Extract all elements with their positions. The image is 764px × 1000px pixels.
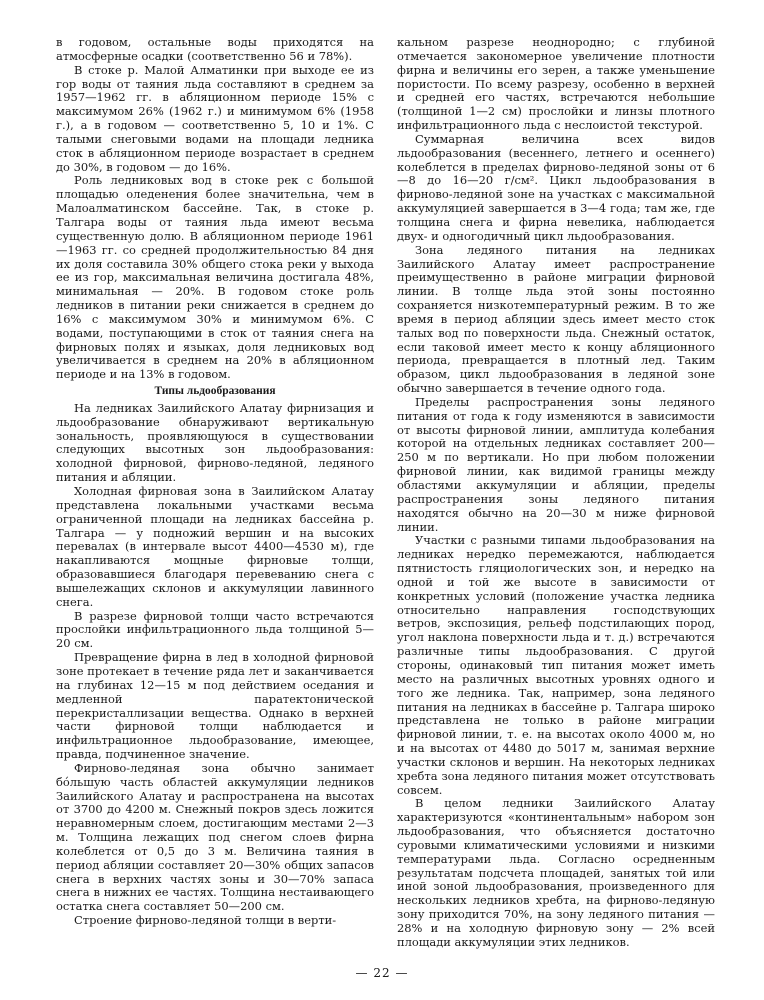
paragraph: Зона ледяного питания на ледниках Заилийского Алатау имеет распространение преимущественно в районе миграции фирновой линии. В толще льда этой зоны постоянно сохраняется низкотемпературный режим. В то же время в период абляции здесь имеет место сток талых вод по поверхности льда. Снежный остаток, если таковой имеет место к концу абляционного периода, превращается в плотный лед. Таким образом, цикл льдообразования в ледяной зоне обычно завершается в течение одного года. xyxy=(397,242,715,396)
section-heading: Типы льдообразования xyxy=(154,385,276,398)
paragraph: Строение фирново-ледяной толщи в верти- xyxy=(74,913,337,928)
paragraph: На ледниках Заилийского Алатау фирнизация и льдообразование обнаруживают вертикальную зональность, проявляющуюся в существовании следующих высотных зон льдообразования: холодной фирновой, фирново-ледяной, ледяного питания и абляции. xyxy=(56,400,374,485)
paragraph: Фирново-ледяная зона обычно занимает бóльшую часть областей аккумуляции ледников Заилийского Алатау и распространена на высотах от 3700 до 4200 м. Снежный покров здесь ложится неравномерным слоем, достигающим местами 2—3 м. Толщина лежащих под снегом слоев фирна колеблется от 0,5 до 3 м. Величина таяния в период абляции составляет 20—30% общих запасов снега в верхних частях зоны и 30—70% запаса снега в нижних ее частях. Толщина нестаивающего остатка снега составляет 50—200 см. xyxy=(56,760,374,914)
paragraph: Холодная фирновая зона в Заилийском Алатау представлена локальными участками весьма ограниченной площади на ледниках бассейна р. Талгара — у подножий вершин и на высоких перевалах (в интервале высот 4400—4530 м), где накапливаются мощные фирновые толщи, образовавшиеся благодаря перевеванию снега с вышележащих склонов и аккумуляции лавинного снега. xyxy=(56,484,374,609)
paragraph: Пределы распространения зоны ледяного питания от года к году изменяются в зависимости от высоты фирновой линии, амплитуда колебания которой на отдельных ледниках составляет 200—250 м по вертикали. Но при любом положении фирновой линии, как видимой границы между областями аккумуляции и абляции, пределы распространения зоны ледяного питания находятся обычно на 20—30 м ниже фирновой линии. xyxy=(397,394,715,534)
paragraph: Суммарная величина всех видов льдообразования (весеннего, летнего и осеннего) колеблется в пределах фирново-ледяной зоны от 6—8 до 16—20 г/см². Цикл льдообразования в фирново-ледяной зоне на участках с максимальной аккумуляцией завершается в 3—4 года; там же, где толщина снега и фирна невелика, наблюдается двух- и одногодичный цикл льдообразования. xyxy=(397,131,715,243)
paragraph: В разрезе фирновой толщи часто встречаются прослойки инфильтрационного льда толщиной 5—20 см. xyxy=(56,608,374,651)
paragraph: кальном разрезе неоднородно; с глубиной отмечается закономерное увеличение плотности фирна и величины его зерен, а также уменьшение пористости. По всему разрезу, особенно в верхней и средней его частях, встречаются небольшие (толщиной 1—2 см) прослойки и линзы плотного инфильтрационного льда с неслоистой текстурой. xyxy=(397,35,715,133)
paragraph: Превращение фирна в лед в холодной фирновой зоне протекает в течение ряда лет и заканчивается на глубинах 12—15 м под действием оседания и медленной паратектонической перекристаллизации вещества. Однако в верхней части фирновой толщи наблюдается и инфильтрационное льдообразование, имеющее, правда, подчиненное значение. xyxy=(56,650,374,762)
paragraph: Роль ледниковых вод в стоке рек с большой площадью оледенения более значительна, чем в Малоалматинском бассейне. Так, в стоке р. Талгара воды от таяния льда имеют весьма существенную долю. В абляционном периоде 1961—1963 гг. со средней продолжительностью 84 дня их доля составила 30% общего стока реки у выхода ее из гор, максимальная величина достигала 48%, минимальная — 20%. В годовом стоке роль ледников в питании реки снижается в среднем до 16% с максимумом 30% и минимумом 6%. С водами, поступающими в сток от таяния снега на фирновых полях и языках, доля ледниковых вод увеличивается в среднем на 20% в абляционном периоде и на 13% в годовом. xyxy=(56,173,374,382)
paragraph: В целом ледники Заилийского Алатау характеризуются «континентальным» набором зон льдообразования, что объясняется достаточно суровыми климатическими условиями и низкими температурами льда. Согласно осредненным результатам подсчета площадей, занятых той или иной зоной льдообразования, произведенного для нескольких ледников хребта, на фирново-ледяную зону приходится 70%, на зону ледяного питания — 28% и на холодную фирновую зону — 2% всей площади аккумуляции этих ледников. xyxy=(397,796,715,949)
paragraph: Участки с разными типами льдообразования на ледниках нередко перемежаются, наблюдается пятнистость гляциологических зон, и нередко на одной и той же высоте в зависимости от конкретных условий (положение участка ледника относительно направления господствующих ветров, экспозиция, рельеф подстилающих пород, угол наклона поверхности льда и т. д.) встречаются различные типы льдообразования. С другой стороны, одинаковый тип питания может иметь место на различных высотных уровнях одного и того же ледника. Так, например, зона ледяного питания на ледниках в бассейне р. Талгара широко представлена не только в районе миграции фирновой линии, т. е. на высотах около 4000 м, но и на высотах от 4480 до 5017 м, занимая верхние участки склонов и вершин. На некоторых ледниках хребта зона ледяного питания может отсутствовать совсем. xyxy=(397,533,715,797)
page-number: — 22 — xyxy=(355,966,409,980)
right-column xyxy=(397,36,715,950)
paragraph: в годовом, остальные воды приходятся на атмосферные осадки (соответственно 56 и 78%). xyxy=(56,35,374,63)
paragraph: В стоке р. Малой Алматинки при выходе ее из гор воды от таяния льда составляют в среднем за 1957—1962 гг. в абляционном периоде 15% с максимумом 26% (1962 г.) и минимумом 6% (1958 г.), а в годовом — соответственно 5, 10 и 1%. С талыми снеговыми водами на площади ледника сток в абляционном периоде возрастает в среднем до 30%, в годовом — до 16%. xyxy=(56,62,374,174)
left-column xyxy=(56,36,374,928)
